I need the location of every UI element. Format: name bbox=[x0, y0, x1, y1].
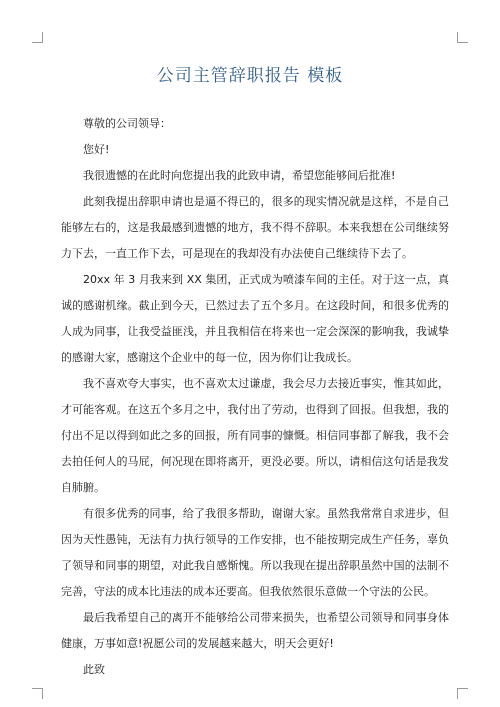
body-paragraph-5: 有很多优秀的同事，给了我很多帮助，谢谢大家。虽然我常常自求进步，但因为天性愚钝，无法有力执行领导的工作安排，也不能按期完成生产任务，辜负了领导和同事的期望，对此我自感惭愧。所以我现在提出辞职虽然中国的法制不完善，守法的成本比违法的成本还要高。但我依然很乐意做一个守法的公民。 bbox=[61, 507, 449, 598]
closing: 此致 bbox=[83, 663, 105, 676]
body-paragraph-6: 最后我希望自己的离开不能够给公司带来损失，也希望公司领导和同事身体健康，万事如意!祝愿公司的发展越来越大，明天会更好! bbox=[61, 611, 449, 650]
body-paragraph-4: 我不喜欢夸大事实，也不喜欢太过谦虚，我会尽力去接近事实，惟其如此，才可能客观。在这五个多月之中，我付出了劳动，也得到了回报。但我想，我的付出不足以得到如此之多的回报，所有同事的慷慨。相信同事都了解我，我不会去拍任何人的马屁，何况现在即将离开，更没必要。所以，请相信这句话是我发自肺腑。 bbox=[61, 377, 449, 494]
body-paragraph-1: 我很遗憾的在此时向您提出我的此致申请，希望您能够间后批准! bbox=[83, 169, 396, 182]
document-body bbox=[61, 111, 449, 683]
document-title: 公司主管辞职报告 模板 bbox=[156, 66, 344, 86]
salutation: 尊敬的公司领导： bbox=[83, 117, 171, 130]
body-paragraph-2: 此刻我提出辞职申请也是逼不得已的，很多的现实情况就是这样，不是自己能够左右的，这是我最感到遗憾的地方，我不得不辞职。本来我想在公司继续努力下去，一直工作下去，可是现在的我却没有办法使自己继续待下去了。 bbox=[61, 195, 449, 260]
corner-mark-bottom-left bbox=[32, 688, 43, 699]
body-paragraph-3: 20xx 年 3 月我来到 XX 集团，正式成为喷漆车间的主任。对于这一点，真诚的感谢机缘。截止到今天，已然过去了五个多月。在这段时间，和很多优秀的人成为同事，让我受益匪浅，并且我相信在将来也一定会深深的影响我，我诚挚的感谢大家，感谢这个企业中的每一位，因为你们让我成长。 bbox=[61, 273, 449, 364]
corner-mark-top-left bbox=[32, 32, 43, 43]
greeting: 您好! bbox=[83, 143, 110, 156]
corner-mark-top-right bbox=[457, 32, 468, 43]
corner-mark-bottom-right bbox=[457, 688, 468, 699]
